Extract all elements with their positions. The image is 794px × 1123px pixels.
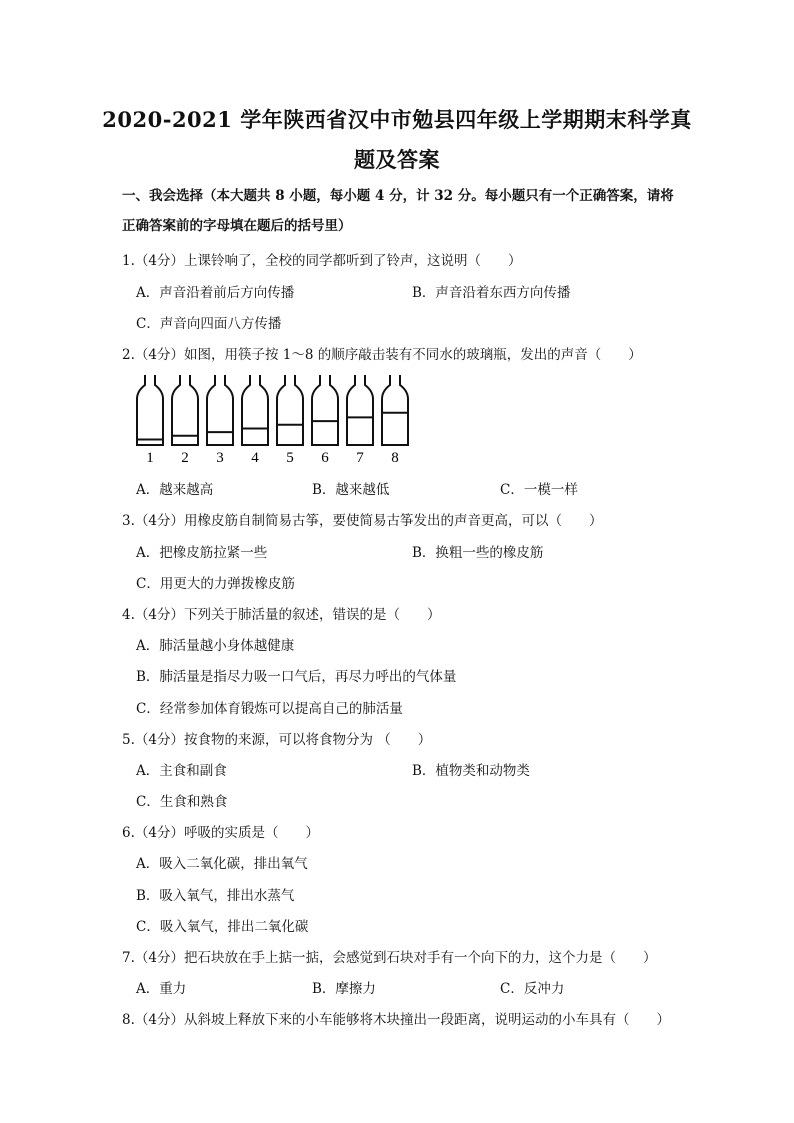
bottle-number-label: 2 <box>181 450 189 465</box>
question-2-option-b: B．越来越低 <box>312 482 390 498</box>
question-1-stem: 1.（4分）上课铃响了，全校的同学都听到了铃声，这说明（ ） <box>122 253 522 269</box>
bottle-outline <box>277 375 303 445</box>
bottle-number-label: 8 <box>391 450 399 465</box>
question-3-stem: 3.（4分）用橡皮筋自制简易古筝，要使简易古筝发出的声音更高，可以（ ） <box>122 513 603 529</box>
glass-bottles-figure <box>133 373 423 465</box>
bottle-3 <box>207 375 233 465</box>
question-4-stem: 4.（4分）下列关于肺活量的叙述，错误的是（ ） <box>122 607 441 623</box>
question-4-option-c: C．经常参加体育锻炼可以提高自己的肺活量 <box>136 701 403 717</box>
question-5-option-c: C．生食和熟食 <box>136 794 228 810</box>
question-5-stem: 5.（4分）按食物的来源，可以将食物分为 （ ） <box>122 732 432 748</box>
bottle-number-label: 4 <box>251 450 259 465</box>
question-4-option-a: A．肺活量越小身体越健康 <box>136 638 295 654</box>
question-6-option-b: B．吸入氧气，排出水蒸气 <box>136 888 295 904</box>
bottle-number-label: 5 <box>286 450 294 465</box>
bottle-2 <box>172 375 198 465</box>
question-1-option-a: A．声音沿着前后方向传播 <box>136 285 295 301</box>
question-8-stem: 8.（4分）从斜坡上释放下来的小车能够将木块撞出一段距离，说明运动的小车具有（ ） <box>122 1012 670 1028</box>
bottle-7 <box>347 375 373 465</box>
bottle-6 <box>312 375 338 465</box>
bottle-outline <box>242 375 268 445</box>
question-3-option-b: B．换粗一些的橡皮筋 <box>412 545 544 561</box>
bottle-number-label: 3 <box>216 450 224 465</box>
question-5-option-a: A．主食和副食 <box>136 763 227 779</box>
bottle-number-label: 6 <box>321 450 329 465</box>
question-7-option-a: A．重力 <box>136 981 187 997</box>
bottle-5 <box>277 375 303 465</box>
question-5-option-b: B．植物类和动物类 <box>412 763 530 779</box>
document-title-line2: 题及答案 <box>354 147 440 172</box>
bottle-1 <box>137 375 163 465</box>
question-6-option-c: C．吸入氧气，排出二氧化碳 <box>136 919 309 935</box>
section-heading: 一、我会选择（本大题共 8 小题，每小题 4 分，计 32 分。每小题只有一个正确答案，请将正确答案前的字母填在题后的括号里） <box>122 188 674 234</box>
bottle-number-label: 1 <box>146 450 154 465</box>
bottle-outline <box>137 375 163 445</box>
document-title-line1: 2020-2021 学年陕西省汉中市勉县四年级上学期期末科学真 <box>102 107 692 132</box>
bottle-8 <box>382 375 408 465</box>
question-2-stem: 2.（4分）如图，用筷子按 1～8 的顺序敲击装有不同水的玻璃瓶，发出的声音（ ） <box>122 347 642 363</box>
question-7-option-b: B．摩擦力 <box>312 981 376 997</box>
question-6-stem: 6.（4分）呼吸的实质是（ ） <box>122 825 319 841</box>
bottle-outline <box>172 375 198 445</box>
bottle-4 <box>242 375 268 465</box>
bottle-outline <box>347 375 373 445</box>
question-7-option-c: C．反冲力 <box>500 981 565 997</box>
question-1-option-b: B．声音沿着东西方向传播 <box>412 285 571 301</box>
bottle-outline <box>382 375 408 445</box>
question-1-option-c: C．声音向四面八方传播 <box>136 316 282 332</box>
question-7-stem: 7.（4分）把石块放在手上掂一掂，会感觉到石块对手有一个向下的力，这个力是（ ） <box>122 950 657 966</box>
question-3-option-c: C．用更大的力弹拨橡皮筋 <box>136 576 295 592</box>
bottle-outline <box>207 375 233 445</box>
question-4-option-b: B．肺活量是指尽力吸一口气后，再尽力呼出的气体量 <box>136 669 457 685</box>
question-2-option-a: A．越来越高 <box>136 482 214 498</box>
bottle-number-label: 7 <box>356 450 364 465</box>
bottle-outline <box>312 375 338 445</box>
question-6-option-a: A．吸入二氧化碳，排出氧气 <box>136 856 308 872</box>
question-2-option-c: C．一模一样 <box>500 482 578 498</box>
question-3-option-a: A．把橡皮筋拉紧一些 <box>136 545 268 561</box>
